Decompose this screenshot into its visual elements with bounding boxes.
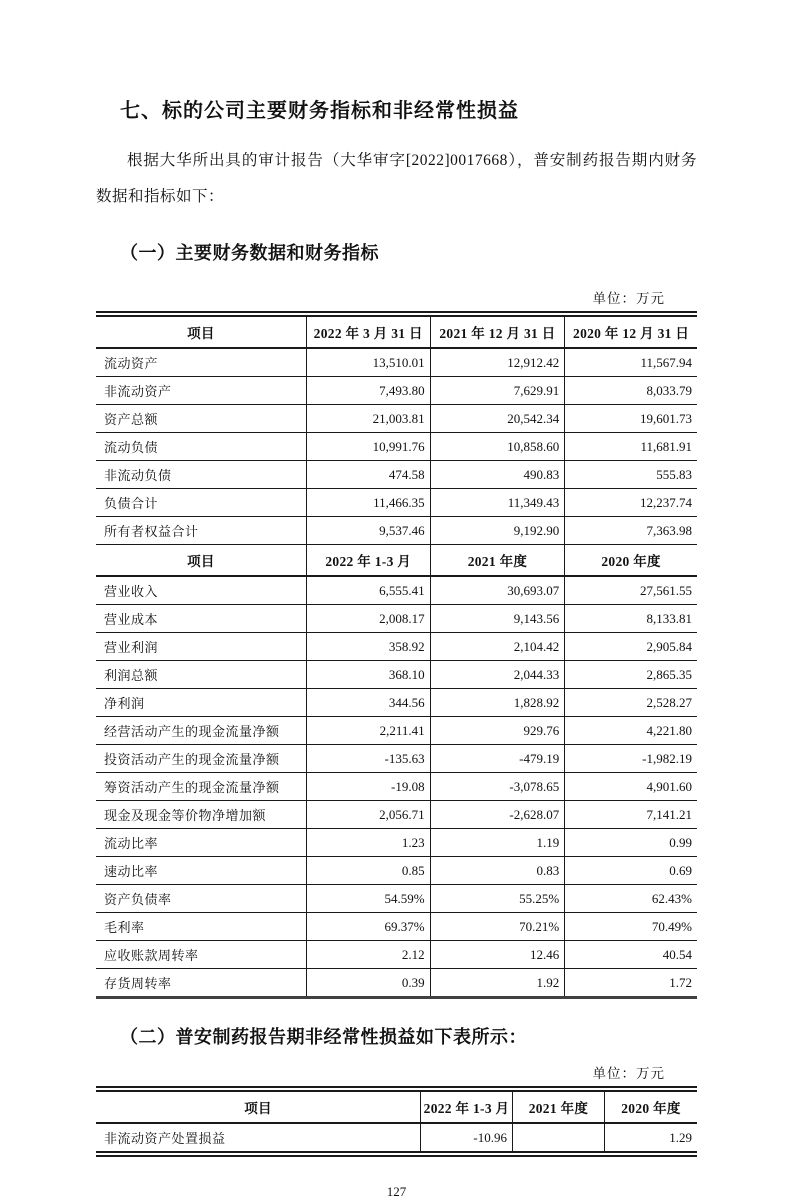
row-label: 存货周转率 — [96, 969, 306, 998]
row-label: 净利润 — [96, 689, 306, 717]
table-row — [96, 717, 697, 745]
cell-value: 0.99 — [565, 829, 697, 857]
cell-value: 929.76 — [430, 717, 565, 745]
table-row — [96, 517, 697, 545]
column-header: 项目 — [96, 545, 306, 577]
row-label: 非流动资产处置损益 — [96, 1123, 421, 1154]
cell-value: 19,601.73 — [565, 405, 697, 433]
column-header: 2022 年 3 月 31 日 — [306, 314, 430, 348]
cell-value: 2,211.41 — [306, 717, 430, 745]
column-header: 2020 年 12 月 31 日 — [565, 314, 697, 348]
table-row — [96, 461, 697, 489]
cell-value: 2,865.35 — [565, 661, 697, 689]
cell-value: -19.08 — [306, 773, 430, 801]
cell-value: 8,033.79 — [565, 377, 697, 405]
table-row — [96, 829, 697, 857]
cell-value: 12,912.42 — [430, 348, 565, 377]
main-financials-table — [96, 311, 697, 999]
column-header: 2021 年度 — [430, 545, 565, 577]
row-label: 营业利润 — [96, 633, 306, 661]
cell-value: 10,991.76 — [306, 433, 430, 461]
cell-value: 13,510.01 — [306, 348, 430, 377]
cell-value: 0.83 — [430, 857, 565, 885]
row-label: 资产负债率 — [96, 885, 306, 913]
row-label: 营业收入 — [96, 576, 306, 605]
cell-value: 1.23 — [306, 829, 430, 857]
table-row — [96, 605, 697, 633]
cell-value: 368.10 — [306, 661, 430, 689]
cell-value: 490.83 — [430, 461, 565, 489]
table-row — [96, 433, 697, 461]
page-title: 七、标的公司主要财务指标和非经常性损益 — [120, 100, 519, 122]
table-row — [96, 969, 697, 998]
section1-heading: （一）主要财务数据和财务指标 — [120, 243, 379, 263]
cell-value: 344.56 — [306, 689, 430, 717]
table-row — [96, 576, 697, 605]
table-row — [96, 1123, 697, 1154]
cell-value — [512, 1123, 604, 1154]
table-row — [96, 773, 697, 801]
row-label: 非流动资产 — [96, 377, 306, 405]
section2-heading: （二）普安制药报告期非经常性损益如下表所示： — [120, 1027, 527, 1047]
table-row — [96, 348, 697, 377]
cell-value: 2,008.17 — [306, 605, 430, 633]
page-number: 127 — [386, 1184, 407, 1199]
cell-value: 555.83 — [565, 461, 697, 489]
row-label: 筹资活动产生的现金流量净额 — [96, 773, 306, 801]
column-header: 2022 年 1-3 月 — [421, 1089, 513, 1123]
unit-label-2: 单位：万元 — [592, 1066, 665, 1081]
row-label: 流动负债 — [96, 433, 306, 461]
table-row — [96, 857, 697, 885]
row-label: 营业成本 — [96, 605, 306, 633]
row-label: 所有者权益合计 — [96, 517, 306, 545]
cell-value: 6,555.41 — [306, 576, 430, 605]
cell-value: 10,858.60 — [430, 433, 565, 461]
table-row — [96, 377, 697, 405]
cell-value: 70.21% — [430, 913, 565, 941]
row-label: 资产总额 — [96, 405, 306, 433]
cell-value: 69.37% — [306, 913, 430, 941]
cell-value: 9,143.56 — [430, 605, 565, 633]
cell-value: 7,493.80 — [306, 377, 430, 405]
cell-value: 2,044.33 — [430, 661, 565, 689]
cell-value: 4,221.80 — [565, 717, 697, 745]
column-header: 项目 — [96, 1089, 421, 1123]
cell-value: 12,237.74 — [565, 489, 697, 517]
row-label: 经营活动产生的现金流量净额 — [96, 717, 306, 745]
cell-value: 1.92 — [430, 969, 565, 998]
header-row — [96, 314, 697, 348]
cell-value: 4,901.60 — [565, 773, 697, 801]
cell-value: 11,567.94 — [565, 348, 697, 377]
unit-label: 单位：万元 — [592, 291, 665, 306]
cell-value: -135.63 — [306, 745, 430, 773]
cell-value: 11,681.91 — [565, 433, 697, 461]
row-label: 速动比率 — [96, 857, 306, 885]
cell-value: 1,828.92 — [430, 689, 565, 717]
main-financials-table-body — [96, 314, 697, 998]
header-row — [96, 1089, 697, 1123]
table-row — [96, 633, 697, 661]
row-label: 流动资产 — [96, 348, 306, 377]
cell-value: 0.69 — [565, 857, 697, 885]
table-row — [96, 885, 697, 913]
cell-value: 11,349.43 — [430, 489, 565, 517]
cell-value: -1,982.19 — [565, 745, 697, 773]
cell-value: 70.49% — [565, 913, 697, 941]
column-header: 2022 年 1-3 月 — [306, 545, 430, 577]
cell-value: 9,192.90 — [430, 517, 565, 545]
row-label: 流动比率 — [96, 829, 306, 857]
table-row — [96, 405, 697, 433]
cell-value: 21,003.81 — [306, 405, 430, 433]
cell-value: 2,056.71 — [306, 801, 430, 829]
table-row — [96, 661, 697, 689]
cell-value: 7,629.91 — [430, 377, 565, 405]
cell-value: 30,693.07 — [430, 576, 565, 605]
cell-value: 358.92 — [306, 633, 430, 661]
cell-value: 9,537.46 — [306, 517, 430, 545]
header-row — [96, 545, 697, 577]
row-label: 负债合计 — [96, 489, 306, 517]
cell-value: -2,628.07 — [430, 801, 565, 829]
cell-value: -3,078.65 — [430, 773, 565, 801]
column-header: 2021 年 12 月 31 日 — [430, 314, 565, 348]
cell-value: 54.59% — [306, 885, 430, 913]
cell-value: -479.19 — [430, 745, 565, 773]
table-row — [96, 941, 697, 969]
cell-value: 0.85 — [306, 857, 430, 885]
table-row — [96, 489, 697, 517]
table-row — [96, 745, 697, 773]
cell-value: 474.58 — [306, 461, 430, 489]
cell-value: 62.43% — [565, 885, 697, 913]
cell-value: 0.39 — [306, 969, 430, 998]
row-label: 非流动负债 — [96, 461, 306, 489]
cell-value: 11,466.35 — [306, 489, 430, 517]
cell-value: 7,363.98 — [565, 517, 697, 545]
cell-value: 2,104.42 — [430, 633, 565, 661]
row-label: 毛利率 — [96, 913, 306, 941]
cell-value: -10.96 — [421, 1123, 513, 1154]
cell-value: 2,528.27 — [565, 689, 697, 717]
row-label: 利润总额 — [96, 661, 306, 689]
row-label: 应收账款周转率 — [96, 941, 306, 969]
cell-value: 7,141.21 — [565, 801, 697, 829]
row-label: 投资活动产生的现金流量净额 — [96, 745, 306, 773]
cell-value: 1.29 — [604, 1123, 697, 1154]
cell-value: 1.72 — [565, 969, 697, 998]
table-row — [96, 801, 697, 829]
column-header: 2021 年度 — [512, 1089, 604, 1123]
cell-value: 2.12 — [306, 941, 430, 969]
column-header: 项目 — [96, 314, 306, 348]
cell-value: 8,133.81 — [565, 605, 697, 633]
cell-value: 27,561.55 — [565, 576, 697, 605]
cell-value: 2,905.84 — [565, 633, 697, 661]
cell-value: 55.25% — [430, 885, 565, 913]
table-row — [96, 913, 697, 941]
column-header: 2020 年度 — [565, 545, 697, 577]
row-label: 现金及现金等价物净增加额 — [96, 801, 306, 829]
cell-value: 12.46 — [430, 941, 565, 969]
cell-value: 40.54 — [565, 941, 697, 969]
cell-value: 20,542.34 — [430, 405, 565, 433]
table-row — [96, 689, 697, 717]
cell-value: 1.19 — [430, 829, 565, 857]
intro-paragraph: 根据大华所出具的审计报告（大华审字[2022]0017668），普安制药报告期内财务数据和指标如下： — [96, 152, 697, 205]
column-header: 2020 年度 — [604, 1089, 697, 1123]
